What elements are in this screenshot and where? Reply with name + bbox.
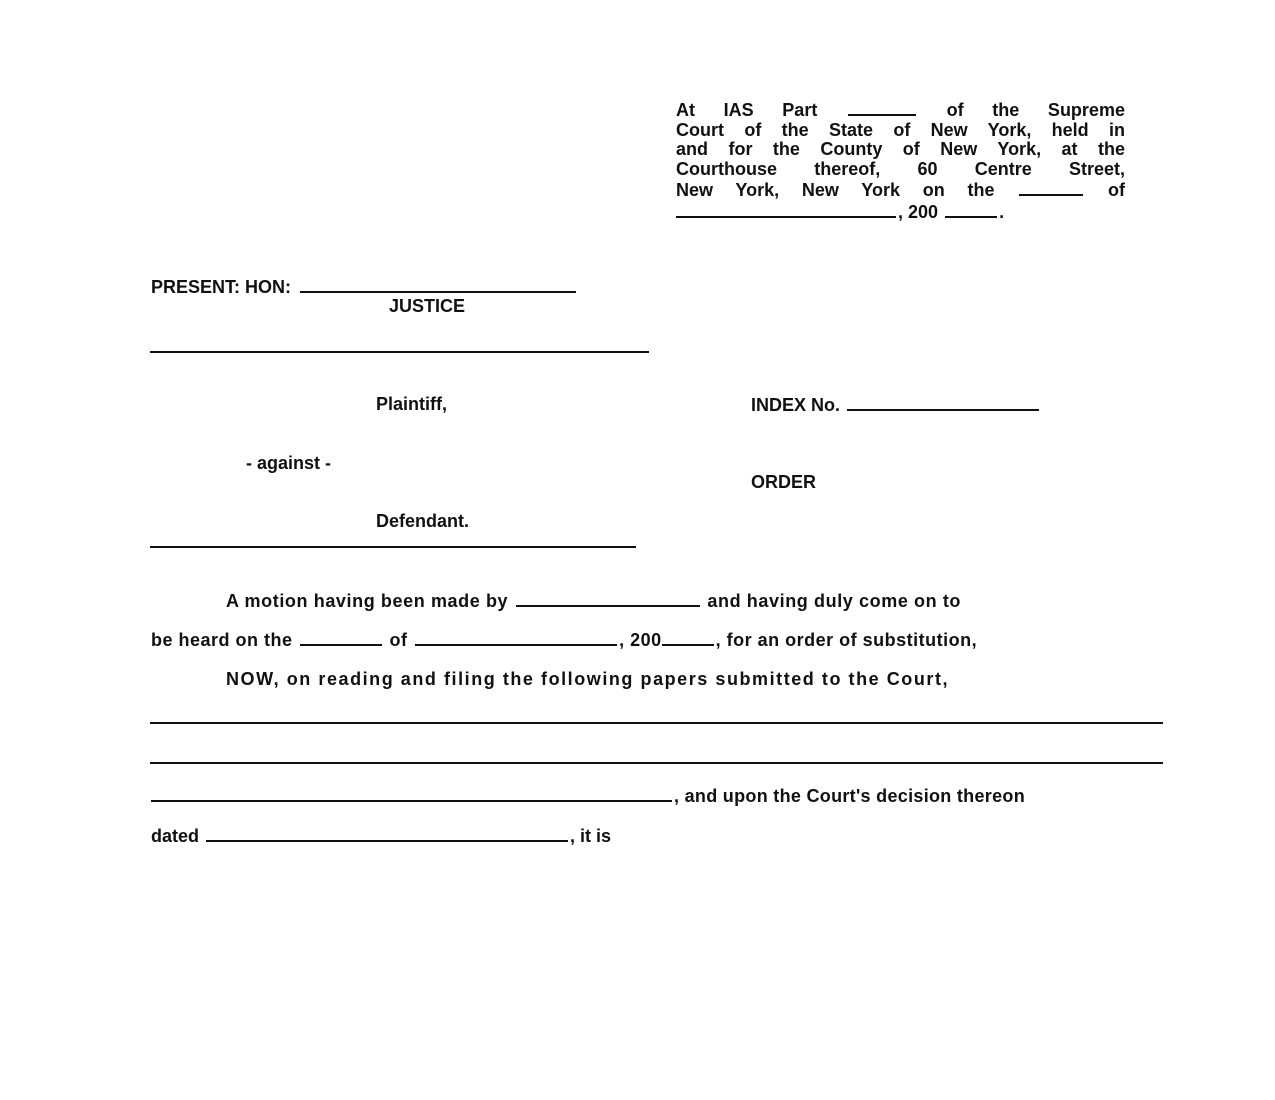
divider-plaintiff-name[interactable] (150, 351, 649, 353)
caption-text: of the Supreme (946, 100, 1125, 120)
index-label: INDEX No. (751, 395, 841, 415)
body-text: , it is (570, 826, 612, 846)
caption-line-2: Court of the State of New York, held in (676, 119, 1125, 140)
blank-justice-name[interactable] (300, 276, 576, 293)
blank-index-number[interactable] (847, 394, 1039, 411)
blank-hearing-month[interactable] (415, 629, 617, 646)
caption-line-4: Courthouse thereof, 60 Centre Street, (676, 158, 1125, 179)
body-line-1 (151, 590, 1125, 612)
body-line-2 (151, 629, 1125, 651)
body-text: NOW, on reading and filing the following papers submitted to the Court, (226, 669, 950, 689)
body-text: , for an order of substitution, (715, 630, 978, 650)
blank-day[interactable] (1019, 179, 1083, 196)
present-label: PRESENT: HON: (151, 277, 292, 297)
court-caption (676, 99, 1125, 222)
body-text: and having duly come on to (707, 591, 962, 611)
body-text: A motion having been made by (226, 591, 509, 611)
blank-papers-line-3[interactable] (151, 785, 672, 802)
blank-movant[interactable] (516, 590, 700, 607)
blank-papers-line-2[interactable] (150, 762, 1163, 764)
blank-decision-date[interactable] (206, 825, 568, 842)
caption-line-5 (676, 179, 1125, 201)
body-line-3 (151, 668, 1125, 690)
body-line-7 (151, 825, 1125, 847)
caption-text: . (999, 201, 1005, 222)
body-text: be heard on the (151, 630, 293, 650)
body-line-6 (151, 785, 1125, 807)
caption-line-1 (676, 99, 1125, 121)
caption-text: New York, New York on the (676, 180, 995, 200)
caption-text: At IAS Part (676, 100, 818, 120)
caption-text: , 200 (898, 201, 939, 222)
caption-text: of (1107, 180, 1125, 200)
caption-line-6 (676, 201, 1125, 223)
against-label: - against - (246, 453, 332, 473)
plaintiff-label: Plaintiff, (376, 394, 447, 414)
body-text: of (389, 630, 408, 650)
index-number-line (751, 394, 1041, 416)
body-text: , and upon the Court's decision thereon (674, 786, 1025, 806)
justice-label: JUSTICE (389, 296, 466, 316)
caption-line-3: and for the County of New York, at the (676, 139, 1125, 159)
blank-hearing-year[interactable] (662, 629, 714, 646)
body-text: dated (151, 826, 200, 846)
blank-hearing-day[interactable] (300, 629, 382, 646)
blank-papers-line-1[interactable] (150, 722, 1163, 724)
order-title: ORDER (751, 472, 817, 492)
defendant-label: Defendant. (376, 511, 470, 531)
divider-defendant (150, 546, 636, 548)
blank-year[interactable] (945, 201, 997, 218)
body-text: , 200 (619, 630, 662, 650)
blank-part-number[interactable] (848, 99, 916, 116)
blank-month[interactable] (676, 201, 896, 218)
present-line (151, 276, 578, 298)
